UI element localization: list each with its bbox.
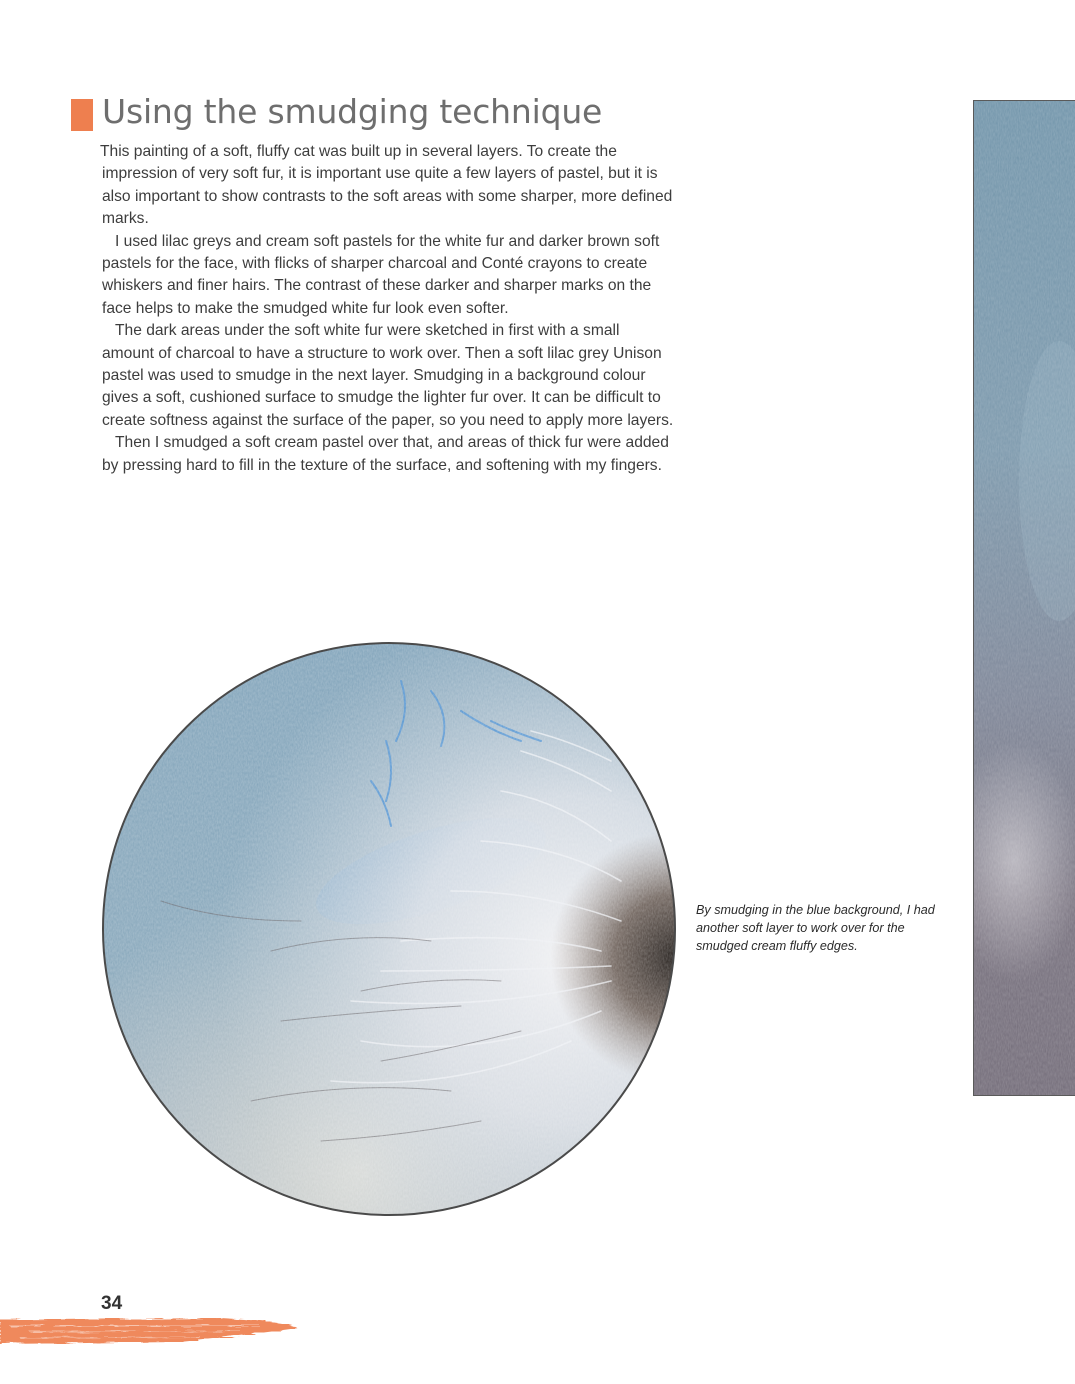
painting-detail-image bbox=[101, 641, 677, 1217]
brush-stroke-decoration bbox=[0, 1314, 300, 1348]
painting-edge-strip bbox=[973, 100, 1075, 1096]
page-title: Using the smudging technique bbox=[102, 92, 603, 131]
paragraph-3: The dark areas under the soft white fur were sketched in first with a small amount of charcoal to have a structure to work over. Then a soft lilac grey Unison pastel was used to smudge in the next layer. Smudging in a background colour gives a soft, cushioned surface to smudge the lighter fur over. It can be difficult to create softness against the surface of the paper, so you need to apply more layers. bbox=[102, 322, 674, 429]
detail-circle bbox=[101, 641, 677, 1217]
paragraph-1: This painting of a soft, fluffy cat was built up in several layers. To create the impression of very soft fur, it is important use quite a few layers of pastel, but it is also important to show contrasts to the soft areas with some sharper, more defined marks. bbox=[100, 143, 673, 228]
body-text bbox=[102, 141, 674, 477]
figure-caption: By smudging in the blue background, I had another soft layer to work over for the smudged cream fluffy edges. bbox=[696, 903, 935, 953]
paragraph-2: I used lilac greys and cream soft pastels for the white fur and darker brown soft pastels for the face, with flicks of sharper charcoal and Conté crayons to create whiskers and finer hairs. The contrast of these darker and sharper marks on the face helps to make the smudged white fur look even softer. bbox=[102, 232, 660, 317]
painting-strip-image bbox=[974, 101, 1075, 1096]
heading-marker bbox=[71, 99, 93, 131]
page-number: 34 bbox=[101, 1293, 123, 1314]
paragraph-4: Then I smudged a soft cream pastel over that, and areas of thick fur were added by pressing hard to fill in the texture of the surface, and softening with my fingers. bbox=[102, 434, 669, 474]
